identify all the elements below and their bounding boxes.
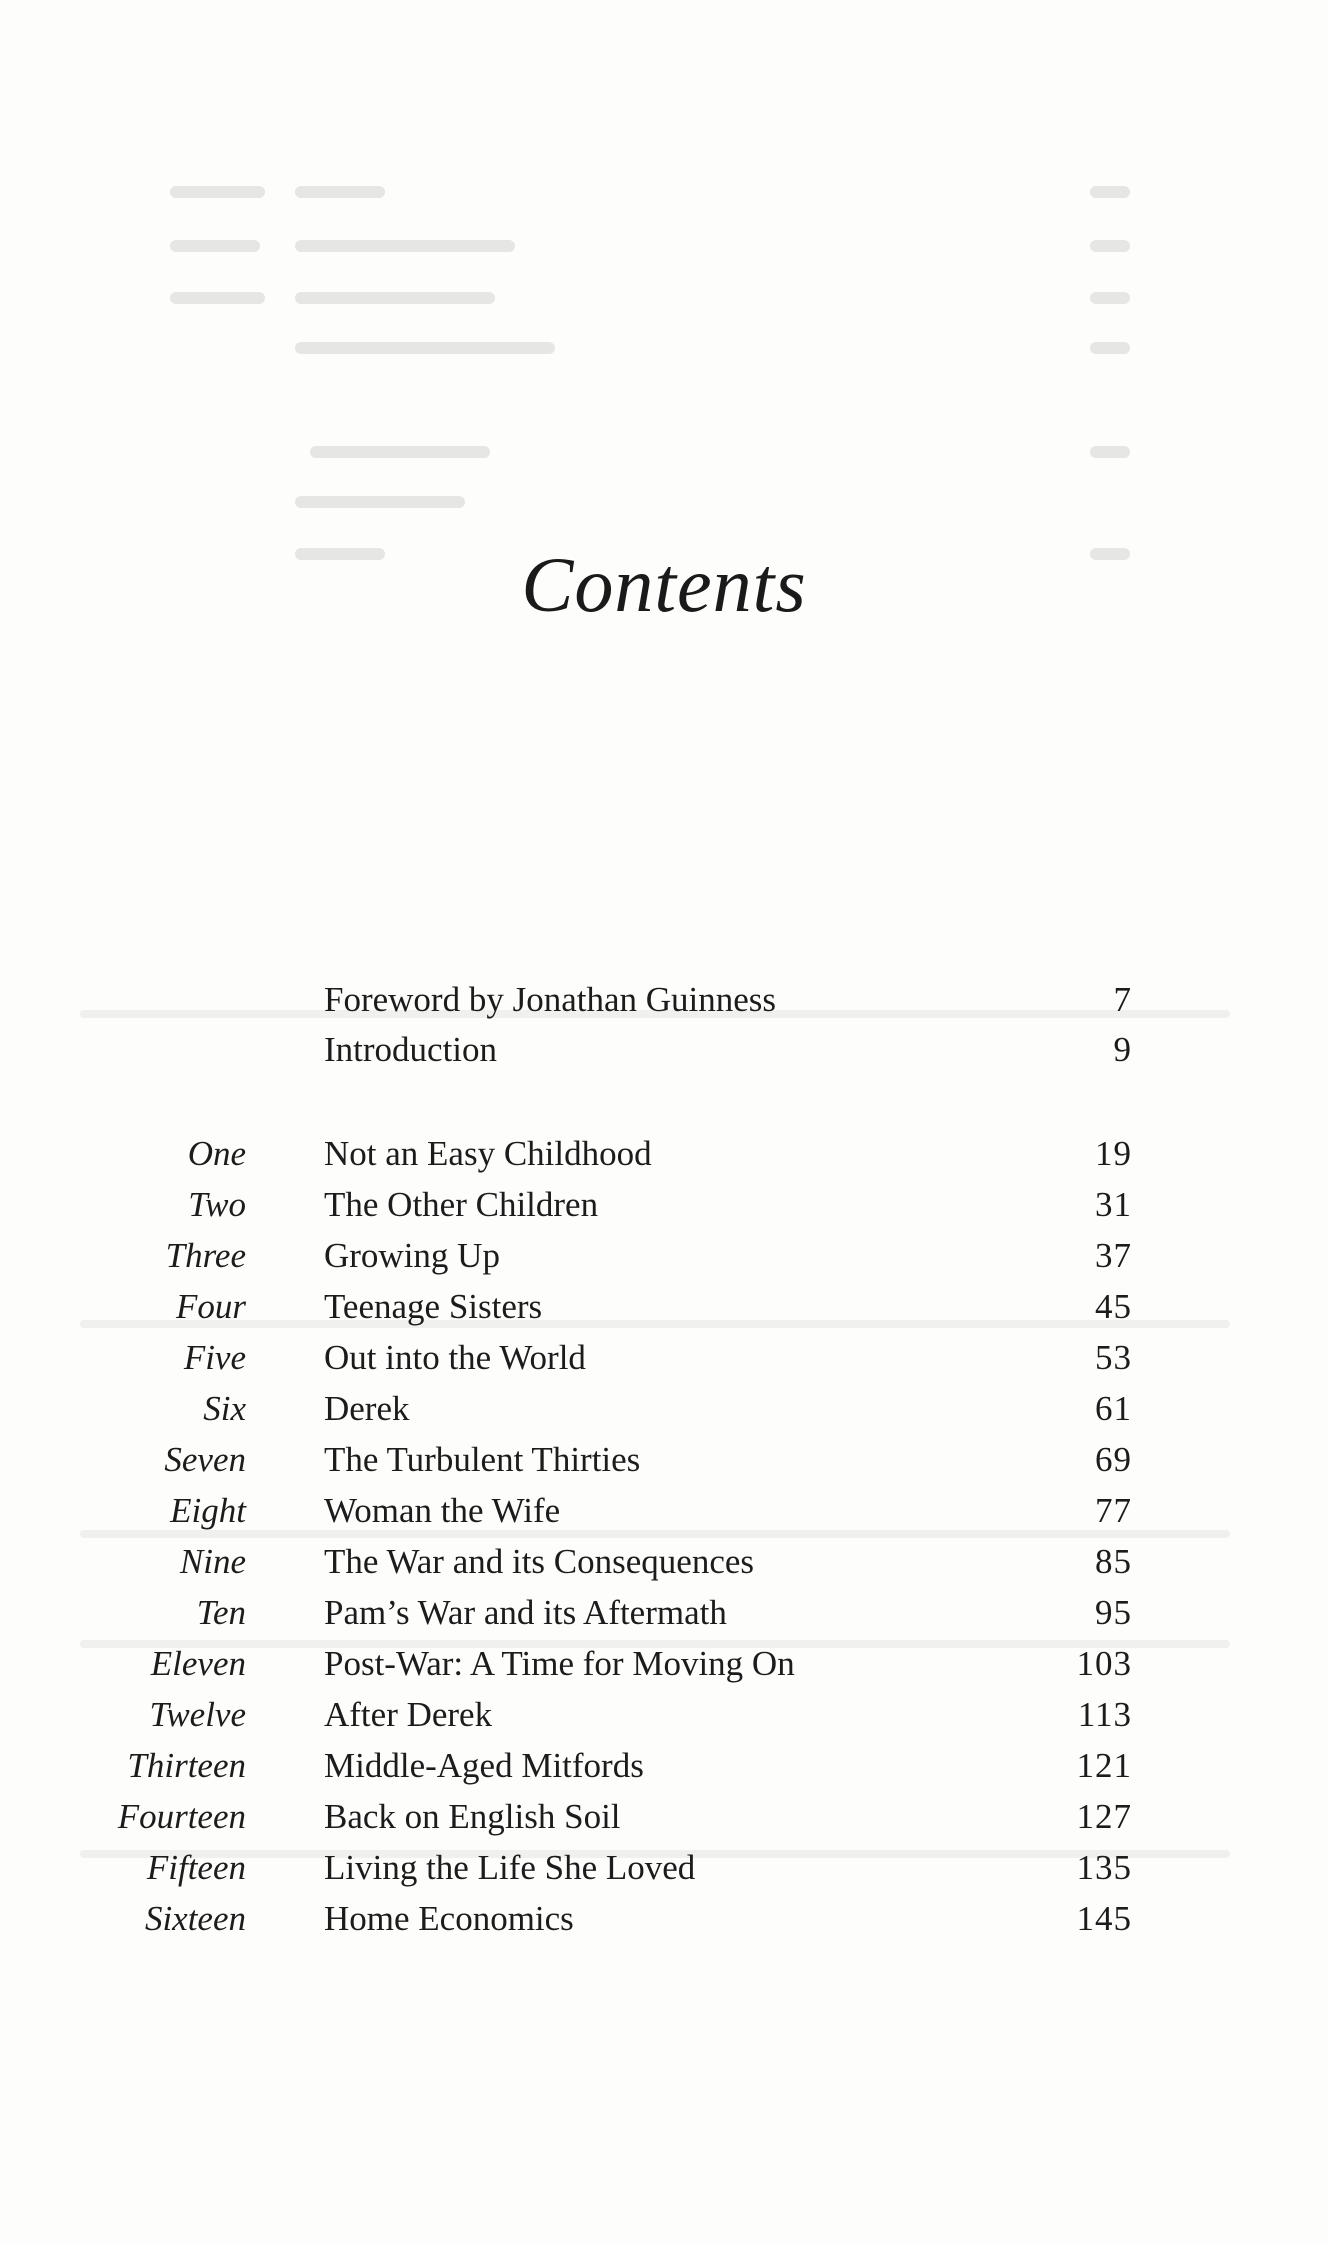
toc-row-chapter-12[interactable] <box>0 1690 1328 1740</box>
chapter-title: Post-War: A Time for Moving On <box>324 1644 795 1683</box>
toc-row-foreword[interactable] <box>0 975 1328 1025</box>
toc-row-introduction[interactable] <box>0 1025 1328 1075</box>
toc-row-chapter-10[interactable] <box>0 1588 1328 1638</box>
chapter-title: Teenage Sisters <box>324 1287 543 1326</box>
chapter-number: Eight <box>170 1491 246 1530</box>
chapter-number: Fifteen <box>146 1848 246 1887</box>
toc-row-chapter-2[interactable] <box>0 1180 1328 1230</box>
chapter-page: 135 <box>1076 1848 1132 1887</box>
chapter-page: 121 <box>1076 1746 1132 1785</box>
entry-title: Foreword by Jonathan Guinness <box>324 980 777 1019</box>
chapter-page: 103 <box>1076 1644 1132 1683</box>
chapter-title: Living the Life She Loved <box>324 1848 696 1887</box>
entry-title: Introduction <box>324 1030 498 1069</box>
chapter-page: 69 <box>1095 1440 1132 1479</box>
chapter-title: The Other Children <box>324 1185 599 1224</box>
chapter-title: Growing Up <box>324 1236 500 1275</box>
chapter-page: 145 <box>1076 1899 1132 1938</box>
toc-row-chapter-8[interactable] <box>0 1486 1328 1536</box>
toc-row-chapter-11[interactable] <box>0 1639 1328 1689</box>
chapter-title: Back on English Soil <box>324 1797 621 1836</box>
toc-row-chapter-4[interactable] <box>0 1282 1328 1332</box>
chapter-number: Ten <box>196 1593 246 1632</box>
chapter-page: 31 <box>1095 1185 1132 1224</box>
chapter-title: Not an Easy Childhood <box>324 1134 652 1173</box>
chapter-page: 19 <box>1095 1134 1132 1173</box>
toc-row-chapter-9[interactable] <box>0 1537 1328 1587</box>
toc-row-chapter-5[interactable] <box>0 1333 1328 1383</box>
chapter-number: Twelve <box>149 1695 246 1734</box>
chapter-number: Fourteen <box>117 1797 246 1836</box>
chapter-number: Nine <box>179 1542 246 1581</box>
chapter-page: 113 <box>1077 1695 1132 1734</box>
chapter-number: Four <box>176 1287 246 1326</box>
chapter-page: 127 <box>1076 1797 1132 1836</box>
chapter-title: Middle-Aged Mitfords <box>324 1746 644 1785</box>
chapter-number: Six <box>203 1389 246 1428</box>
chapter-number: Seven <box>164 1440 246 1479</box>
chapter-page: 53 <box>1095 1338 1132 1377</box>
toc-row-chapter-3[interactable] <box>0 1231 1328 1281</box>
toc-row-chapter-14[interactable] <box>0 1792 1328 1842</box>
chapter-title: Pam’s War and its Aftermath <box>324 1593 727 1632</box>
toc-row-chapter-1[interactable] <box>0 1129 1328 1179</box>
chapter-title: After Derek <box>324 1695 493 1734</box>
toc-row-chapter-13[interactable] <box>0 1741 1328 1791</box>
chapter-page: 85 <box>1095 1542 1132 1581</box>
chapter-page: 45 <box>1095 1287 1132 1326</box>
chapter-number: Thirteen <box>127 1746 246 1785</box>
entry-page: 9 <box>1113 1030 1132 1069</box>
chapter-title: Derek <box>324 1389 410 1428</box>
chapter-title: Woman the Wife <box>324 1491 561 1530</box>
entry-page: 7 <box>1113 980 1132 1019</box>
chapter-page: 77 <box>1095 1491 1132 1530</box>
chapter-number: Five <box>183 1338 246 1377</box>
chapter-number: Eleven <box>150 1644 246 1683</box>
chapter-title: Home Economics <box>324 1899 574 1938</box>
toc-row-chapter-6[interactable] <box>0 1384 1328 1434</box>
chapter-title: The War and its Consequences <box>324 1542 755 1581</box>
chapter-number: One <box>187 1134 246 1173</box>
toc-row-chapter-15[interactable] <box>0 1843 1328 1893</box>
chapter-number: Two <box>188 1185 246 1224</box>
chapter-page: 61 <box>1095 1389 1132 1428</box>
chapter-number: Three <box>165 1236 246 1275</box>
chapter-title: Out into the World <box>324 1338 586 1377</box>
toc-row-chapter-7[interactable] <box>0 1435 1328 1485</box>
chapter-number: Sixteen <box>144 1899 246 1938</box>
page-title: Contents <box>521 541 807 628</box>
chapter-title: The Turbulent Thirties <box>324 1440 641 1479</box>
chapter-page: 37 <box>1095 1236 1132 1275</box>
chapter-page: 95 <box>1095 1593 1132 1632</box>
toc-row-chapter-16[interactable] <box>0 1894 1328 1944</box>
